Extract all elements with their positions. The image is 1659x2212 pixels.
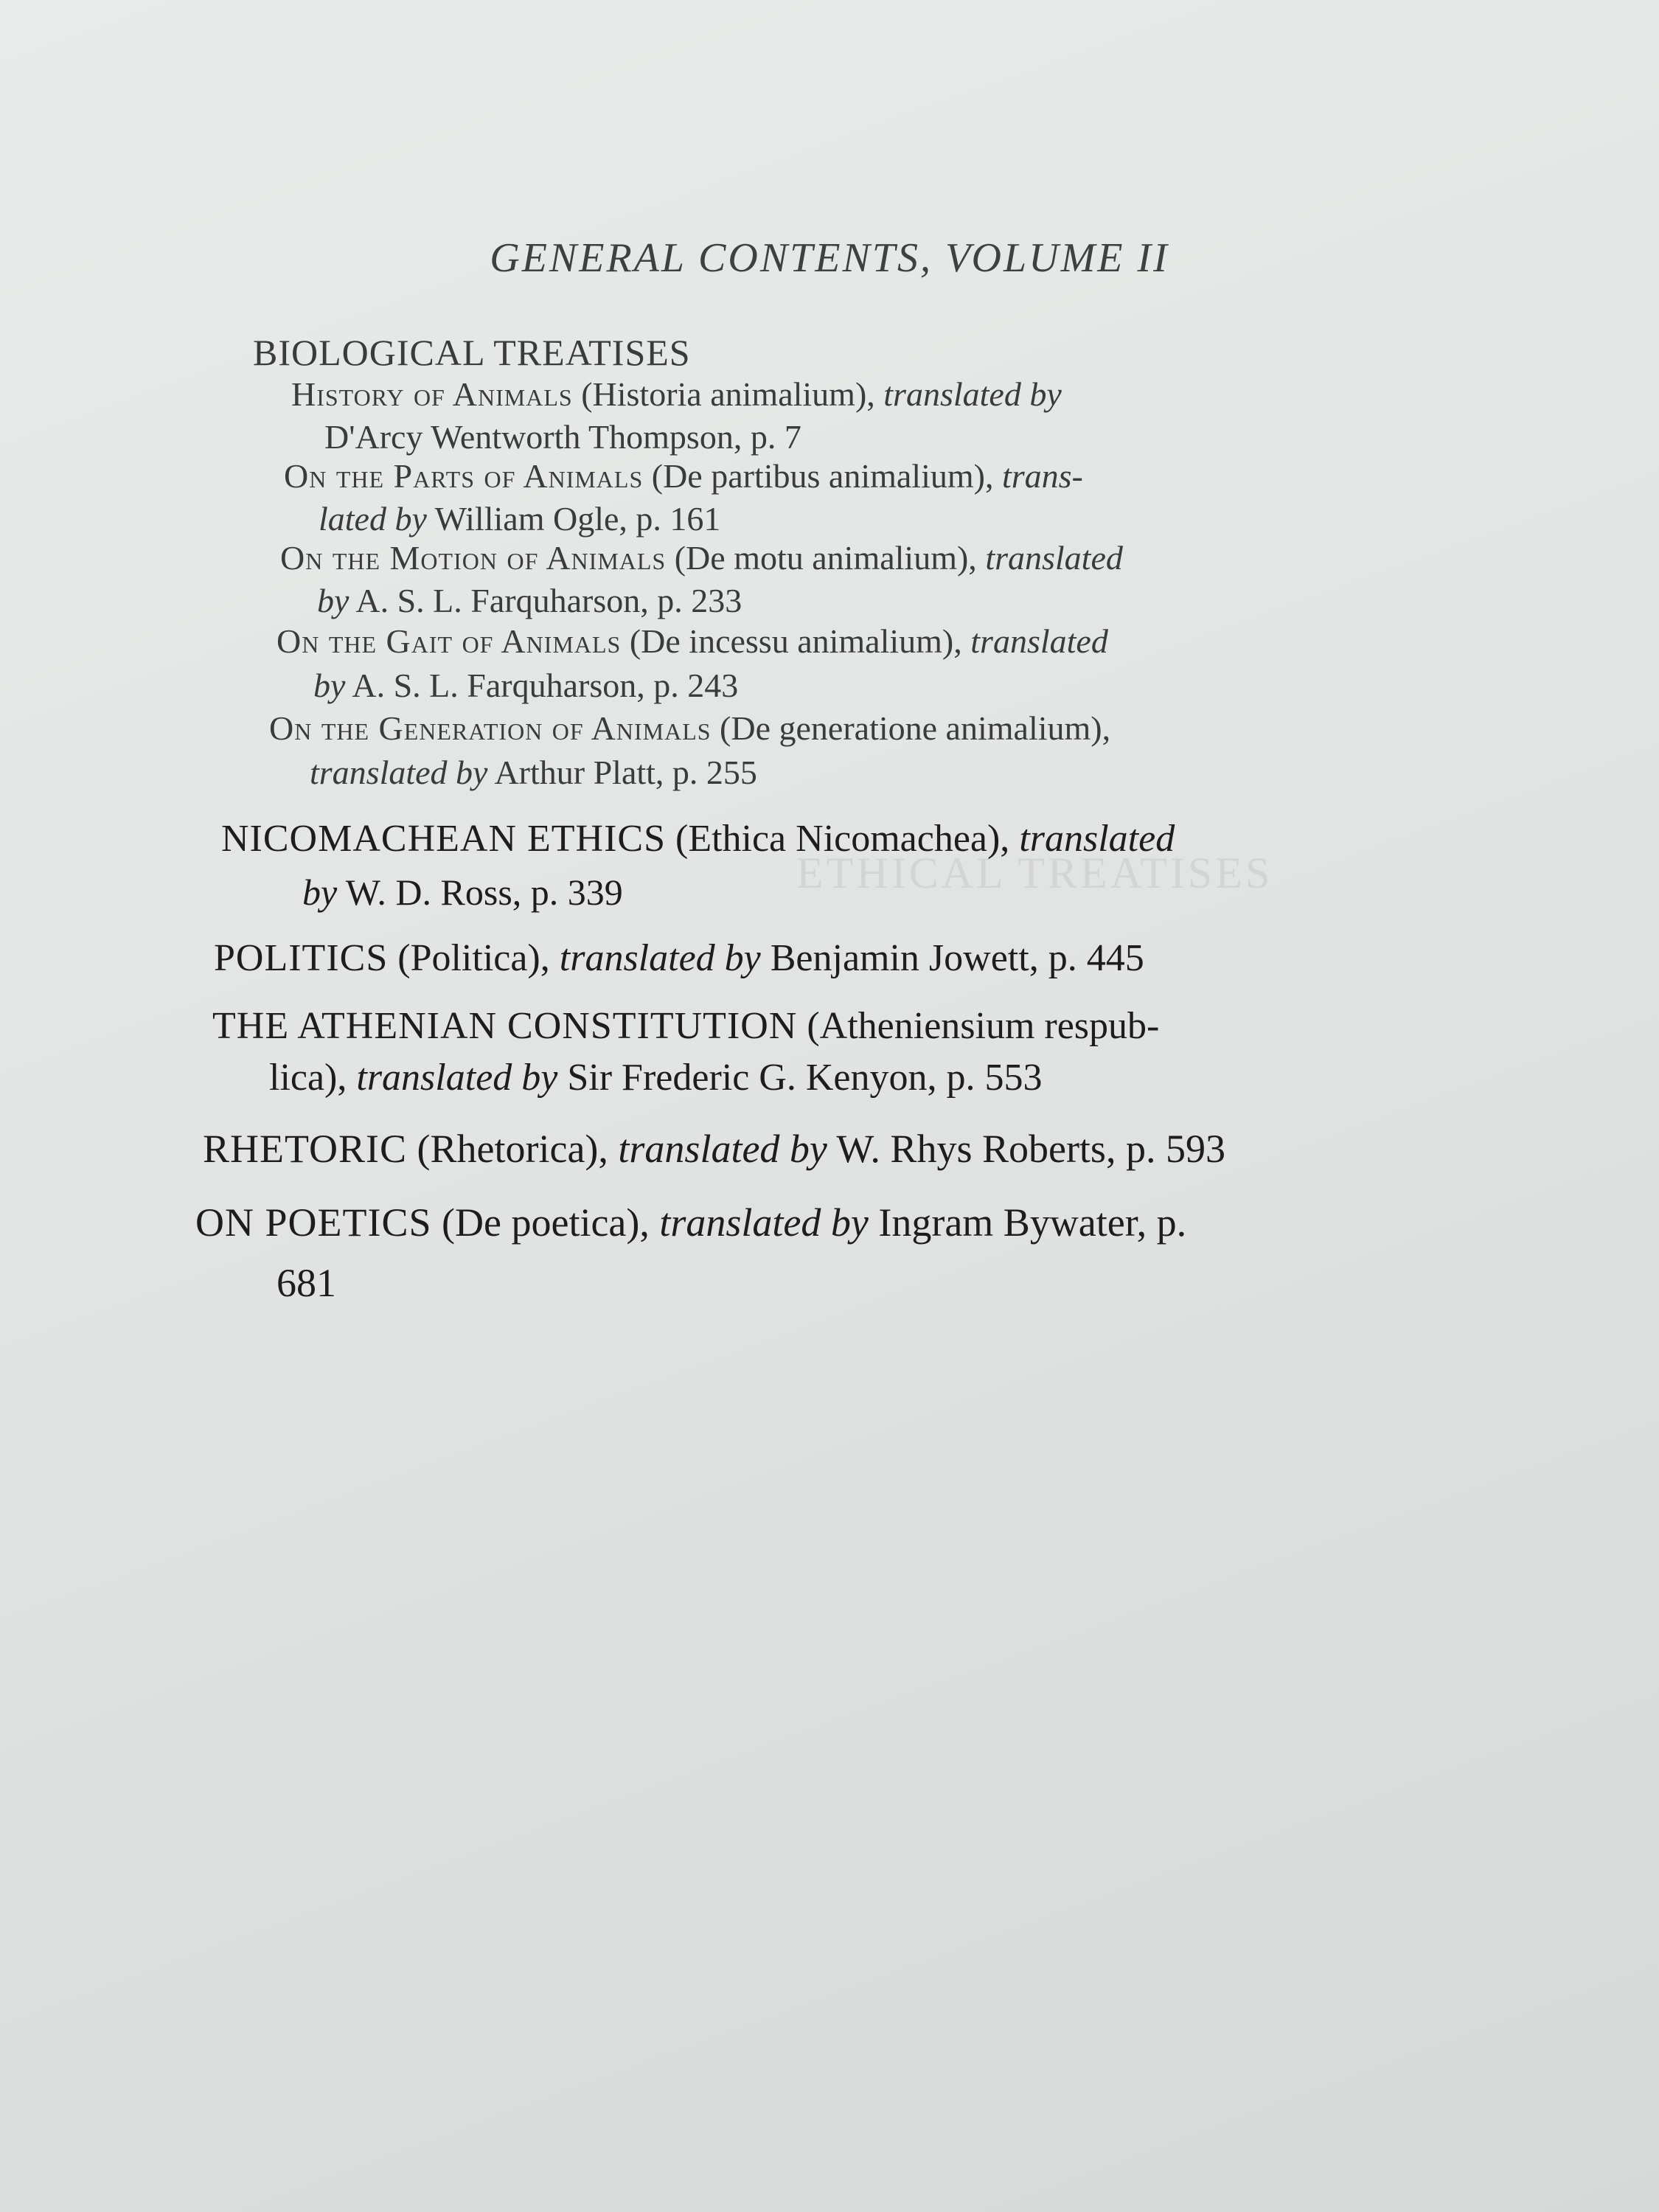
translator-page: A. S. L. Farquharson, p. 243: [345, 667, 739, 704]
latin-title: (De partibus animalium),: [643, 457, 1002, 495]
latin-title: (De motu animalium),: [666, 539, 986, 577]
translator-page: William Ogle, p. 161: [426, 500, 721, 538]
section-title-biological: BIOLOGICAL TREATISES: [253, 332, 691, 373]
page-heading: GENERAL CONTENTS, VOLUME II: [490, 235, 1169, 281]
entry-history-of-animals-line1: [291, 372, 1062, 417]
translated-by: translated by: [356, 1057, 558, 1099]
entry-title: RHETORIC: [203, 1127, 408, 1171]
entry-title: On the Parts of Animals: [284, 457, 644, 495]
latin-title: (De incessu animalium),: [621, 622, 971, 660]
translated-by: by: [313, 667, 346, 704]
entry-title: THE ATHENIAN CONSTITUTION: [212, 1005, 798, 1047]
entry-history-of-animals-line2: D'Arcy Wentworth Thompson, p. 7: [324, 418, 801, 456]
entry-gait-of-animals-line1: [276, 619, 1108, 664]
latin-title: (Politica),: [388, 937, 560, 979]
translated-by: translated by: [659, 1200, 869, 1245]
translated-by: translated: [1019, 818, 1175, 860]
translator-page: W. D. Ross, p. 339: [337, 872, 623, 913]
latin-title: (Atheniensium respub-: [797, 1005, 1160, 1047]
translator-page: Benjamin Jowett, p. 445: [760, 937, 1144, 979]
latin-title: (Historia animalium),: [572, 375, 884, 413]
latin-title: (De generatione animalium),: [711, 709, 1111, 747]
entry-ethics-line2: [302, 870, 623, 914]
translated-by: translated by: [618, 1127, 827, 1171]
entry-poetics-line1: [195, 1200, 1186, 1245]
translated-by: by: [302, 872, 338, 913]
entry-parts-of-animals-line2: [319, 497, 720, 541]
translator-page: Sir Frederic G. Kenyon, p. 553: [557, 1057, 1043, 1099]
translator-page: Ingram Bywater, p.: [868, 1200, 1187, 1245]
translated-by: trans-: [1001, 457, 1083, 495]
entry-motion-of-animals-line1: [280, 536, 1123, 580]
translator-page: A. S. L. Farquharson, p. 233: [349, 582, 742, 619]
entry-generation-of-animals-line2: [310, 751, 757, 795]
entry-title: On the Motion of Animals: [280, 539, 667, 577]
entry-title: On the Generation of Animals: [269, 709, 712, 747]
entry-title: History of Animals: [291, 375, 573, 413]
bleed-through-text: ETHICAL TREATISES: [796, 849, 1273, 897]
entry-title: POLITICS: [214, 937, 389, 979]
translated-by: translated: [985, 539, 1123, 577]
latin-title: lica),: [269, 1057, 357, 1099]
entry-politics-line1: [214, 936, 1144, 981]
entry-rhetoric-line1: [203, 1127, 1225, 1171]
entry-poetics-line2: 681: [276, 1261, 336, 1305]
latin-title: (Ethica Nicomachea),: [666, 818, 1020, 860]
translated-by: translated by: [310, 754, 488, 791]
entry-athenian-line2: [269, 1056, 1042, 1100]
entry-title: NICOMACHEAN ETHICS: [221, 818, 666, 860]
latin-title: (Rhetorica),: [407, 1127, 619, 1171]
translated-by: lated by: [319, 500, 427, 538]
translated-by: translated by: [883, 375, 1062, 413]
entry-athenian-line1: [212, 1004, 1159, 1048]
translator-page: Arthur Platt, p. 255: [487, 754, 757, 791]
translated-by: by: [317, 582, 349, 619]
translator-page: W. Rhys Roberts, p. 593: [827, 1127, 1225, 1171]
entry-generation-of-animals-line1: [269, 706, 1110, 751]
entry-title: On the Gait of Animals: [276, 622, 622, 660]
entry-motion-of-animals-line2: [317, 579, 742, 623]
latin-title: (De poetica),: [431, 1200, 660, 1245]
entry-ethics-line1: [221, 817, 1175, 861]
entry-parts-of-animals-line1: [284, 454, 1083, 498]
entry-title: ON POETICS: [195, 1200, 432, 1245]
translated-by: translated by: [559, 937, 761, 979]
entry-gait-of-animals-line2: [313, 664, 738, 708]
translated-by: translated: [970, 622, 1108, 660]
